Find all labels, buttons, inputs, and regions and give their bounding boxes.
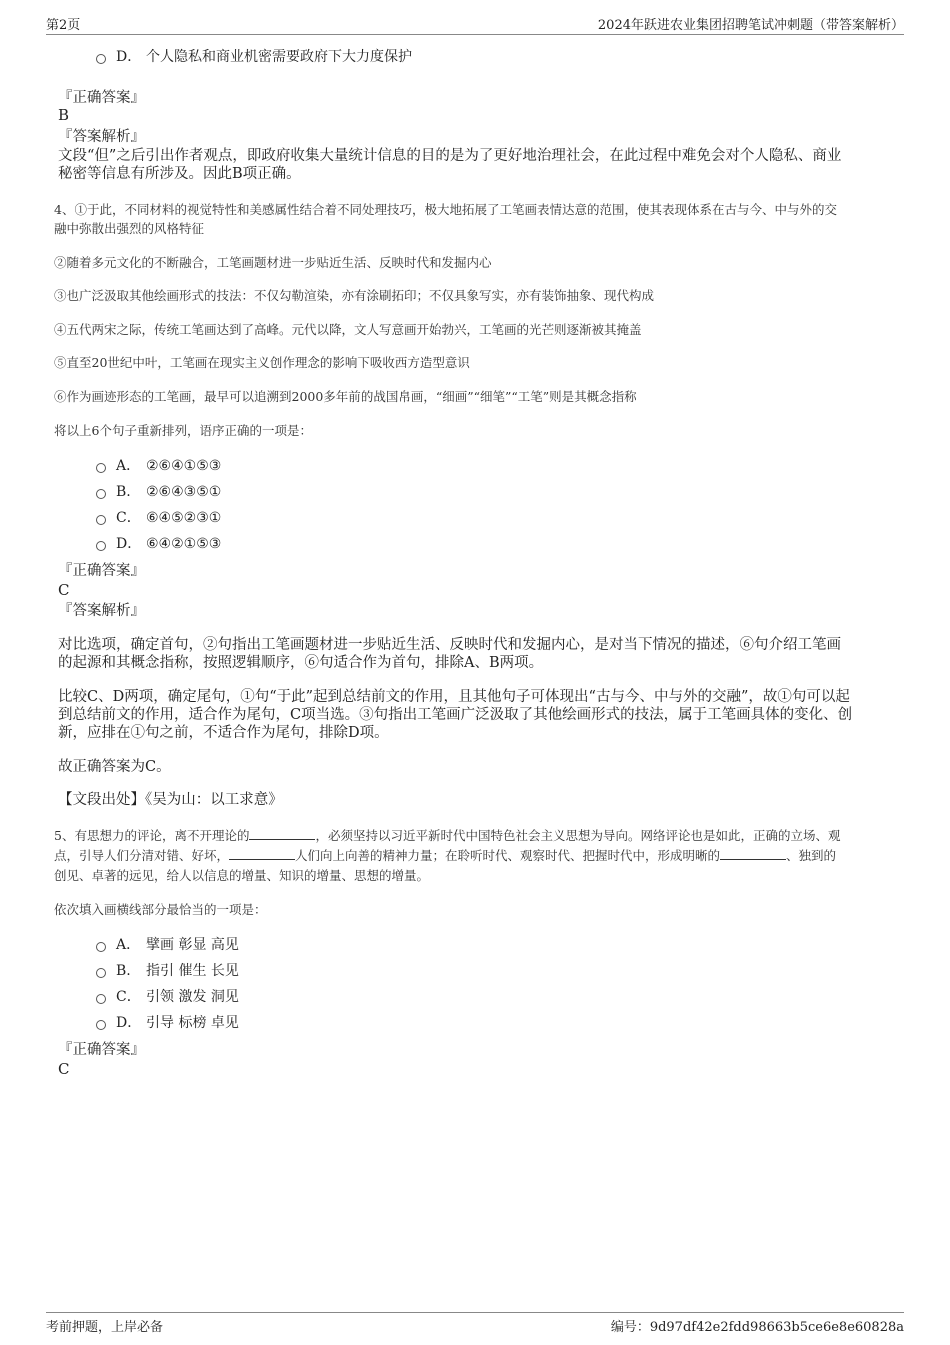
option-b[interactable]: B. 指引 催生 长见 bbox=[96, 961, 239, 981]
question-4-sentence-3: ③也广泛汲取其他绘画形式的技法：不仅勾勒渲染，亦有涂刷拓印；不仅具象写实，亦有装饰抽象、现代构成 bbox=[54, 288, 655, 303]
question-4-sentence-4: ④五代两宋之际，传统工笔画达到了高峰。元代以降，文人写意画开始勃兴，工笔画的光芒则逐渐被其掩盖 bbox=[54, 322, 642, 337]
analysis-text: 秘密等信息有所涉及。因此B项正确。 bbox=[58, 166, 301, 182]
option-d[interactable]: D． 引导 标榜 卓见 bbox=[96, 1013, 239, 1033]
radio-icon[interactable] bbox=[96, 541, 106, 551]
analysis-paragraph-2-cont: 新，应排在①句之前，不适合作为尾句，排除D项。 bbox=[58, 725, 389, 741]
blank-1 bbox=[249, 827, 315, 840]
analysis-label: 『答案解析』 bbox=[58, 129, 145, 145]
analysis-conclusion: 故正确答案为C。 bbox=[58, 759, 171, 775]
answer-value: B bbox=[58, 106, 70, 124]
radio-icon[interactable] bbox=[96, 968, 106, 978]
radio-icon[interactable] bbox=[96, 942, 106, 952]
analysis-text: 文段“但”之后引出作者观点，即政府收集大量统计信息的目的是为了更好地治理社会，在此过程中难免会对个人隐私、商业 bbox=[58, 148, 842, 164]
question-5-text-cont: 创见、卓著的远见，给人以信息的增量、知识的增量、思想的增量。 bbox=[54, 868, 430, 883]
option-c[interactable]: C． 引领 激发 洞见 bbox=[96, 987, 239, 1007]
page-number: 第2页 bbox=[46, 18, 81, 33]
answer-value: C bbox=[58, 581, 70, 599]
document-id: 编号：9d97df42e2fdd98663b5ce6e8e60828a bbox=[610, 1320, 904, 1335]
answer-label: 『正确答案』 bbox=[58, 90, 145, 106]
analysis-paragraph-2-cont: 到总结前文的作用，适合作为尾句，C项当选。③句指出工笔画广泛汲取了其他绘画形式的技法，属于工笔画具体的变化、创 bbox=[58, 707, 853, 723]
document-title: 2024年跃进农业集团招聘笔试冲刺题（带答案解析） bbox=[597, 18, 904, 33]
option-d-prev[interactable]: D． 个人隐私和商业机密需要政府下大力度保护 bbox=[96, 47, 412, 67]
radio-icon[interactable] bbox=[96, 1020, 106, 1030]
analysis-paragraph-1: 对比选项，确定首句，②句指出工笔画题材进一步贴近生活、反映时代和发掘内心，是对当下情况的描述，⑥句介绍工笔画 bbox=[58, 637, 841, 653]
radio-icon[interactable] bbox=[96, 515, 106, 525]
option-d[interactable]: D． ⑥④②①⑤③ bbox=[96, 534, 221, 554]
question-4-prompt: 将以上6个句子重新排列，语序正确的一项是： bbox=[54, 423, 312, 438]
question-4-sentence-2: ②随着多元文化的不断融合，工笔画题材进一步贴近生活、反映时代和发掘内心 bbox=[54, 255, 492, 270]
radio-icon[interactable] bbox=[96, 994, 106, 1004]
blank-3 bbox=[720, 847, 786, 860]
question-4-sentence-1: 4、①于此，不同材料的视觉特性和美感属性结合着不同处理技巧，极大地拓展了工笔画表情达意的范围，使其表现体系在古与今、中与外的交 bbox=[54, 202, 837, 217]
question-4-sentence-5: ⑤直至20世纪中叶，工笔画在现实主义创作理念的影响下吸收西方造型意识 bbox=[54, 355, 470, 370]
analysis-label: 『答案解析』 bbox=[58, 603, 145, 619]
radio-icon[interactable] bbox=[96, 463, 106, 473]
source-citation: 【文段出处】《吴为山：以工求意》 bbox=[58, 792, 283, 808]
blank-2 bbox=[229, 847, 295, 860]
question-4-sentence-1-cont: 融中弥散出强烈的风格特征 bbox=[54, 221, 205, 236]
option-a[interactable]: A． ②⑥④①⑤③ bbox=[96, 456, 221, 476]
option-b[interactable]: B. ②⑥④③⑤① bbox=[96, 482, 221, 502]
option-c[interactable]: C． ⑥④⑤②③① bbox=[96, 508, 221, 528]
radio-icon[interactable] bbox=[96, 489, 106, 499]
analysis-paragraph-2: 比较C、D两项，确定尾句，①句“于此”起到总结前文的作用，且其他句子可体现出“古与今、中与外的交融”，故①句可以起 bbox=[58, 689, 850, 705]
question-5-text-cont: 点，引导人们分清对错、好坏， 人们向上向善的精神力量；在聆听时代、观察时代、把握时代中，形成明晰的 、独到的 bbox=[54, 848, 837, 863]
page-footer bbox=[46, 1312, 904, 1335]
answer-value: C bbox=[58, 1060, 70, 1078]
question-5-prompt: 依次填入画横线部分最恰当的一项是： bbox=[54, 902, 267, 917]
page-header bbox=[46, 14, 904, 35]
radio-icon[interactable] bbox=[96, 54, 106, 64]
analysis-paragraph-1-cont: 的起源和其概念指称，按照逻辑顺序，⑥句适合作为首句，排除A、B两项。 bbox=[58, 655, 544, 671]
answer-label: 『正确答案』 bbox=[58, 563, 145, 579]
answer-label: 『正确答案』 bbox=[58, 1042, 145, 1058]
footer-slogan: 考前押题，上岸必备 bbox=[46, 1320, 164, 1335]
option-a[interactable]: A． 擘画 彰显 高见 bbox=[96, 935, 239, 955]
question-4-sentence-6: ⑥作为画迹形态的工笔画，最早可以追溯到2000多年前的战国帛画，“细画”“细笔”“工笔”则是其概念指称 bbox=[54, 389, 637, 404]
question-5-text: 5、有思想力的评论，离不开理论的 ，必须坚持以习近平新时代中国特色社会主义思想为导向。网络评论也是如此，正确的立场、观 bbox=[54, 828, 841, 843]
